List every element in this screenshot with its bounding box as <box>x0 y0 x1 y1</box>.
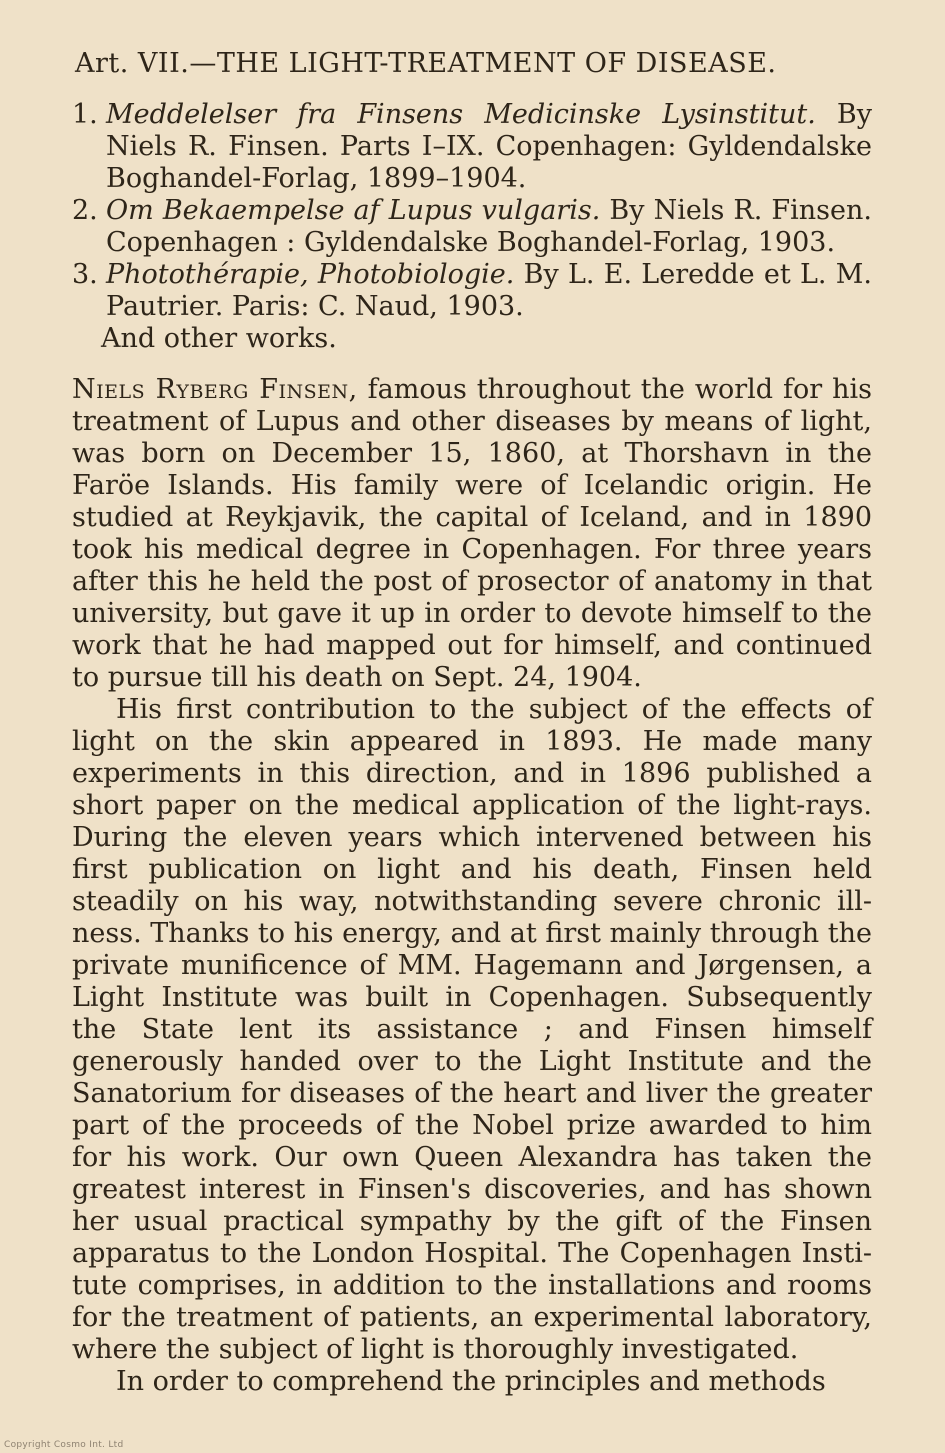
reference-title: Meddelelser fra Finsens Medicinske Lysinstitut. <box>106 99 816 130</box>
body-paragraph-2: His first contribution to the subject of the effects of light on the skin appeared in 1893. He made many experiments in this direction, and in 1896 published a short paper on the medical application of the light-rays. During the eleven years which intervened between his first publication on light and his death, Finsen held steadily on his way, notwithstanding severe chronic illness. Thanks to his energy, and at first mainly through the private munificence of MM. Hagemann and Jørgensen, a Light Institute was built in Copenhagen. Subsequently the State lent its assistance ; and Finsen himself generously handed over to the Light Institute and the Sanatorium for diseases of the heart and liver the greater part of the proceeds of the Nobel prize awarded to him for his work. Our own Queen Alexandra has taken the greatest interest in Finsen's discoveries, and has shown her usual practical sympathy by the gift of the Finsen apparatus to the London Hospital. The Copenhagen Institute comprises, in addition to the installations and rooms for the treatment of patients, an experimental laboratory, where the subject of light is thoroughly investigated. <box>72 694 872 1365</box>
reference-item <box>72 195 872 259</box>
reference-details: By Niels R. Finsen. Parts I–IX. Copenhagen: Gyldendalske Boghandel-Forlag, 1899–1904. <box>106 99 872 194</box>
paragraph-text: famous throughout the world for his treatment of Lupus and other diseases by means of light, was born on December 15, 1860, at Thorshavn in the Faröe Islands. His family were of Icelandic origin. He studied at Reykjavik, the capital of Iceland, and in 1890 took his medical degree in Copenhagen. For three years after this he held the post of prosector of anatomy in that university, but gave it up in order to devote himself to the work that he had mapped out for himself, and continued to pursue till his death on Sept. 24, 1904. <box>72 374 872 693</box>
article-heading: Art. VII.—THE LIGHT-TREATMENT OF DISEASE. <box>75 48 777 79</box>
reference-text <box>106 99 872 195</box>
reference-text <box>106 195 872 259</box>
reference-title: Photothérapie, Photobiologie. <box>106 259 515 290</box>
reference-number: 3. <box>72 259 98 290</box>
reference-list <box>72 99 872 355</box>
other-works-note: And other works. <box>101 323 337 354</box>
reference-details: By L. E. Leredde et L. M. Pautrier. Paris: C. Naud, 1903. <box>106 259 872 322</box>
reference-title: Om Bekaempelse af Lupus vulgaris. <box>106 195 601 226</box>
subject-name: Niels Ryberg Finsen, <box>72 374 358 405</box>
reference-item <box>72 259 872 323</box>
body-paragraph-1 <box>72 374 872 694</box>
article-page <box>72 48 872 1398</box>
reference-details: By Niels R. Finsen. Copenhagen : Gyldendalske Boghandel-Forlag, 1903. <box>106 195 872 258</box>
copyright-watermark: Copyright Cosmo Int. Ltd <box>4 1440 124 1450</box>
reference-text <box>106 259 872 323</box>
reference-number: 2. <box>72 195 98 226</box>
reference-item <box>72 99 872 195</box>
body-paragraph-3: In order to comprehend the principles and methods <box>116 1366 826 1397</box>
reference-number: 1. <box>72 99 98 130</box>
